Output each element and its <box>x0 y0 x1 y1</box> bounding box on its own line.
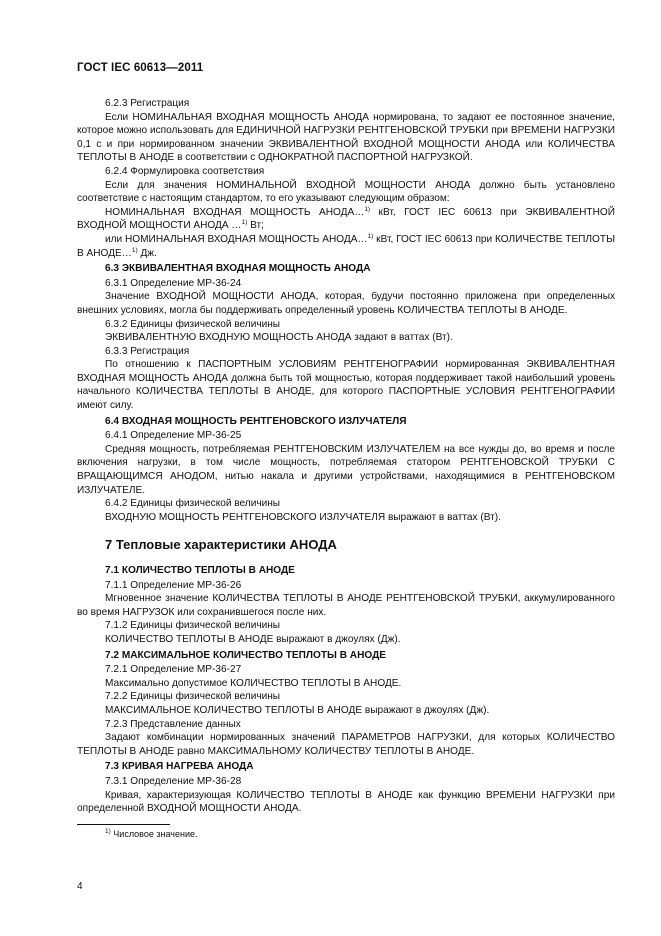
footnote-divider <box>77 824 170 825</box>
paragraph: Средняя мощность, потребляемая РЕНТГЕНОВСКИМ ИЗЛУЧАТЕЛЕМ на все нужды до, во время и после включения нагрузки, в том числе мощность, потребляемая статором РЕНТГЕНОВСКОЙ ТРУБКИ С ВРАЩАЮЩИМСЯ АНОДОМ, нитью накала и другими устройствами, находящимися в РЕНТГЕНОВСКОМ ИЗЛУЧАТЕЛЕ. <box>77 443 615 496</box>
paragraph: 7.1.2 Единицы физической величины <box>105 620 281 632</box>
paragraph: 7.3.1 Определение МР-36-28 <box>105 775 242 787</box>
footnote-text: Числовое значение. <box>113 829 198 839</box>
paragraph: Кривая, характеризующая КОЛИЧЕСТВО ТЕПЛОТЫ В АНОДЕ как функцию ВРЕМЕНИ НАГРУЗКИ при определенной ВХОДНОЙ МОЩНОСТИ АНОДА. <box>77 789 615 815</box>
paragraph: Значение ВХОДНОЙ МОЩНОСТИ АНОДА, которая, будучи постоянно приложена при определенных внешних условиях, могла бы поддерживать определенный уровень КОЛИЧЕСТВА ТЕПЛОТЫ В АНОДЕ. <box>77 291 615 316</box>
chapter-heading: 7 Тепловые характеристики АНОДА <box>105 537 337 553</box>
paragraph: Максимально допустимое КОЛИЧЕСТВО ТЕПЛОТЫ В АНОДЕ. <box>105 677 402 689</box>
paragraph: Мгновенное значение КОЛИЧЕСТВА ТЕПЛОТЫ В АНОДЕ РЕНТГЕНОВСКОЙ ТРУБКИ, аккумулированного во время НАГРУЗОК или сохранившегося после них. <box>77 593 615 618</box>
paragraph: ВХОДНУЮ МОЩНОСТЬ РЕНТГЕНОВСКОГО ИЗЛУЧАТЕЛЯ выражают в ваттах (Вт). <box>105 511 501 523</box>
paragraph: ЭКВИВАЛЕНТНУЮ ВХОДНУЮ МОЩНОСТЬ АНОДА задают в ваттах (Вт). <box>105 332 453 344</box>
paragraph: Если для значения НОМИНАЛЬНОЙ ВХОДНОЙ МОЩНОСТИ АНОДА должно быть установлено соответствие с настоящим стандартом, то его указывают следующим образом: <box>77 179 615 205</box>
paragraph: 6.3.1 Определение МР-36-24 <box>105 277 242 289</box>
paragraph: НОМИНАЛЬНАЯ ВХОДНАЯ МОЩНОСТЬ АНОДА…$^{1)}$ кВт, ГОСТ IEC 60613 при ЭКВИВАЛЕНТНОЙ ВХОДНОЙ МОЩНОСТИ АНОДА …$^{1)}$ Вт; <box>77 205 615 232</box>
page-number: 4 <box>77 881 83 892</box>
footnote <box>105 829 197 839</box>
paragraph: 7.2.2 Единицы физической величины <box>105 691 281 703</box>
section-heading: 7.3 КРИВАЯ НАГРЕВА АНОДА <box>105 761 254 773</box>
paragraph: 7.2.3 Представление данных <box>105 718 241 730</box>
footnote-ref: 1) <box>241 219 248 227</box>
paragraph: 6.2.4 Формулировка соответствия <box>105 165 265 177</box>
paragraph: 6.3.3 Регистрация <box>105 345 190 357</box>
paragraph: 6.4.2 Единицы физической величины <box>105 498 281 510</box>
paragraph: Задают комбинации нормированных значений ПАРАМЕТРОВ НАГРУЗКИ, для которых КОЛИЧЕСТВО ТЕПЛОТЫ В АНОДЕ равно МАКСИМАЛЬНОМУ КОЛИЧЕСТВУ ТЕПЛОТЫ В АНОДЕ. <box>77 732 615 757</box>
section-heading: 6.3 ЭКВИВАЛЕНТНАЯ ВХОДНАЯ МОЩНОСТЬ АНОДА <box>105 263 371 275</box>
section-heading: 6.4 ВХОДНАЯ МОЩНОСТЬ РЕНТГЕНОВСКОГО ИЗЛУЧАТЕЛЯ <box>105 415 407 427</box>
paragraph: или НОМИНАЛЬНАЯ ВХОДНАЯ МОЩНОСТЬ АНОДА…$^{1)}$ кВт, ГОСТ IEC 60613 при КОЛИЧЕСТВЕ ТЕПЛОТЫ В АНОДЕ…$^{1)}$ Дж. <box>77 232 616 259</box>
paragraph: 6.4.1 Определение МР-36-25 <box>105 430 242 442</box>
paragraph: МАКСИМАЛЬНОЕ КОЛИЧЕСТВО ТЕПЛОТЫ В АНОДЕ выражают в джоулях (Дж). <box>105 704 490 716</box>
section-heading: 7.2 МАКСИМАЛЬНОЕ КОЛИЧЕСТВО ТЕПЛОТЫ В АНОДЕ <box>105 649 387 661</box>
paragraph: 7.2.1 Определение МР-36-27 <box>105 664 242 676</box>
paragraph: 6.2.3 Регистрация <box>105 98 190 109</box>
paragraph: 7.1.1 Определение МР-36-26 <box>105 579 242 591</box>
document-header: ГОСТ IEC 60613—2011 <box>77 62 204 74</box>
paragraph: По отношению к ПАСПОРТНЫМ УСЛОВИЯМ РЕНТГЕНОГРАФИИ нормированная ЭКВИВАЛЕНТНАЯ ВХОДНАЯ МОЩНОСТЬ АНОДА должна быть той мощностью, которая поддерживает такой наибольший уровень начального КОЛИЧЕСТВА ТЕПЛОТЫ В АНОДЕ, для которого ПАСПОРТНЫЕ УСЛОВИЯ РЕНТГЕНОГРАФИИ имеют силу. <box>77 359 615 412</box>
footnote-mark: 1) <box>105 828 111 835</box>
paragraph: КОЛИЧЕСТВО ТЕПЛОТЫ В АНОДЕ выражают в джоулях (Дж). <box>105 633 401 645</box>
footnote-ref: 1) <box>131 246 138 254</box>
footnote-ref: 1) <box>367 232 374 240</box>
paragraph: Если НОМИНАЛЬНАЯ ВХОДНАЯ МОЩНОСТЬ АНОДА нормирована, то задают ее постоянное значение, которое можно использовать для ЕДИНИЧНОЙ НАГРУЗКИ РЕНТГЕНОВСКОЙ ТРУБКИ при ВРЕМЕНИ НАГРУЗКИ 0,1 с и при нормированном значении ЭКВИВАЛЕНТНОЙ ВХОДНОЙ МОЩНОСТИ АНОДА или КОЛИЧЕСТВА ТЕПЛОТЫ В АНОДЕ в соответствии с ОДНОКРАТНОЙ ПАСПОРТНОЙ НАГРУЗКОЙ. <box>77 111 615 164</box>
footnote-ref: 1) <box>364 205 371 213</box>
paragraph: 6.3.2 Единицы физической величины <box>105 318 281 330</box>
section-heading: 7.1 КОЛИЧЕСТВО ТЕПЛОТЫ В АНОДЕ <box>105 565 295 576</box>
document-body <box>77 97 615 816</box>
